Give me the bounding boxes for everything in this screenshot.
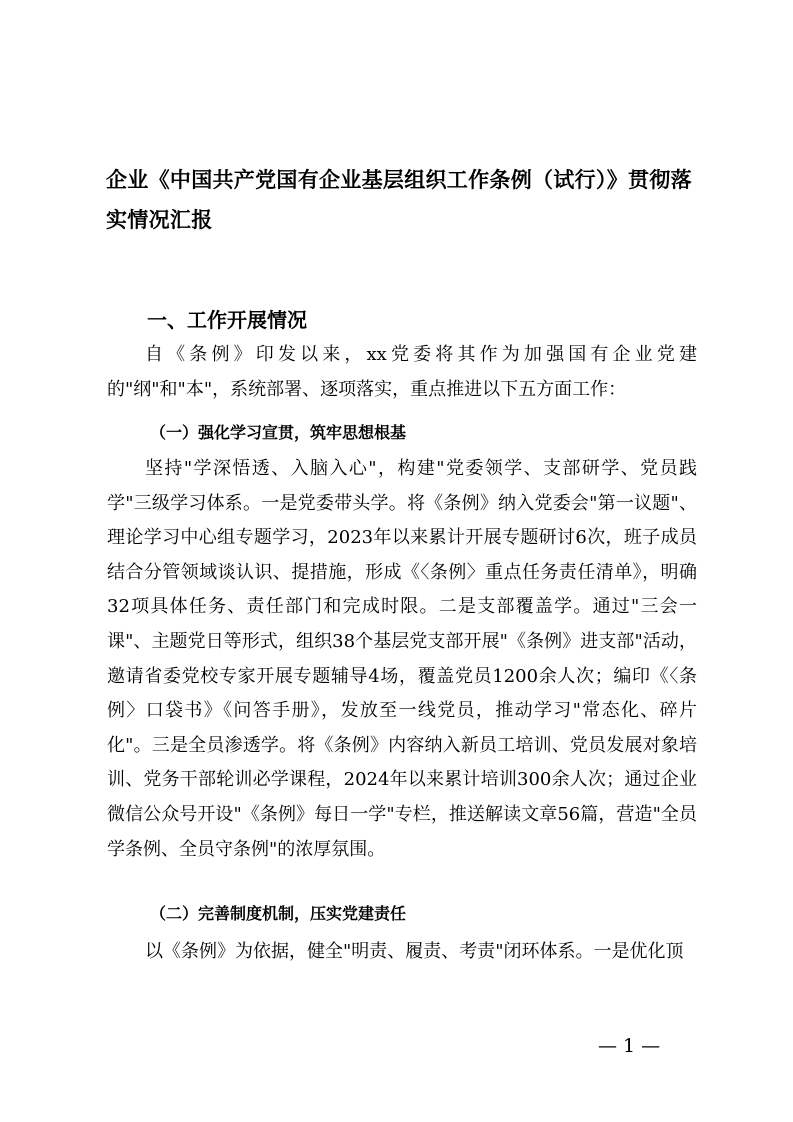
subsection-heading-system: （二）完善制度机制，压实党建责任 <box>150 904 407 923</box>
intro-paragraph: 自《条例》印发以来，xx党委将其作为加强国有企业党建的"纲"和"本"，系统部署、逐项落实，重点推进以下五方面工作： <box>107 344 697 400</box>
page-number: — 1 — <box>598 1035 661 1057</box>
subsection-heading-study: （一）强化学习宣贯，筑牢思想根基 <box>150 423 407 442</box>
section-heading-work-progress: 一、工作开展情况 <box>147 308 307 332</box>
document-title: 企业《中国共产党国有企业基层组织工作条例（试行）》贯彻落实情况汇报 <box>106 168 692 232</box>
subsection-system-paragraph: 以《条例》为依据，健全"明责、履责、考责"闭环体系。一是优化顶 <box>145 941 684 962</box>
subsection-study-paragraph: 坚持"学深悟透、入脑入心"，构建"党委领学、支部研学、党员践学"三级学习体系。一是党委带头学。将《条例》纳入党委会"第一议题"、理论学习中心组专题学习，2023年以来累计开展专题研讨6次，班子成员结合分管领域谈认识、提措施，形成《〈条例〉重点任务责任清单》，明确32项具体任务、责任部门和完成时限。二是支部覆盖学。通过"三会一课"、主题党日等形式，组织38个基层党支部开展"《条例》进支部"活动，邀请省委党校专家开展专题辅导4场，覆盖党员1200余人次；编印《〈条例〉口袋书》《问答手册》，发放至一线党员，推动学习"常态化、碎片化"。三是全员渗透学。将《条例》内容纳入新员工培训、党员发展对象培训、党务干部轮训必学课程，2024年以来累计培训300余人次；通过企业微信公众号开设"《条例》每日一学"专栏，推送解读文章56篇，营造"全员学条例、全员守条例"的浓厚氛围。 <box>107 458 697 860</box>
